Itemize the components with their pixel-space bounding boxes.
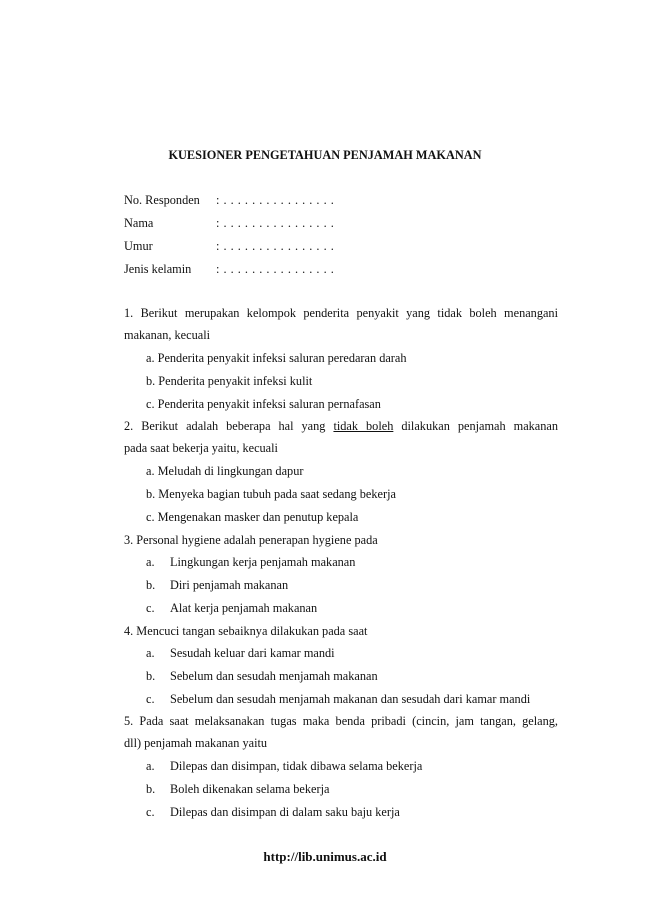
- answer-option: Sebelum dan sesudah menjamah makanan dan sesudah dari kamar mandi: [170, 692, 531, 706]
- option-letter: a.: [146, 646, 155, 660]
- answer-option: Boleh dikenakan selama bekerja: [170, 782, 330, 796]
- identity-dots: : . . . . . . . . . . . . . . . .: [216, 216, 335, 230]
- option-letter: c.: [146, 601, 155, 615]
- identity-label: Nama: [124, 216, 154, 230]
- question-text: [124, 419, 558, 434]
- option-letter: c.: [146, 805, 155, 819]
- answer-option: Diri penjamah makanan: [170, 578, 289, 592]
- identity-label: Umur: [124, 239, 153, 253]
- question-text: makanan, kecuali: [124, 328, 211, 342]
- option-letter: b.: [146, 669, 156, 683]
- option-letter: c.: [146, 692, 155, 706]
- answer-option: Alat kerja penjamah makanan: [170, 601, 318, 615]
- question-text: 4. Mencuci tangan sebaiknya dilakukan pada saat: [124, 624, 368, 638]
- answer-option: a. Meludah di lingkungan dapur: [146, 464, 304, 478]
- underlined-phrase: tidak boleh: [333, 419, 394, 433]
- identity-label: Jenis kelamin: [124, 262, 192, 276]
- answer-option: Dilepas dan disimpan di dalam saku baju kerja: [170, 805, 400, 819]
- footer-url: http://lib.unimus.ac.id: [263, 849, 387, 864]
- answer-option: b. Penderita penyakit infeksi kulit: [146, 374, 313, 388]
- identity-dots: : . . . . . . . . . . . . . . . .: [216, 262, 335, 276]
- option-letter: b.: [146, 782, 156, 796]
- option-letter: a.: [146, 555, 155, 569]
- option-letter: b.: [146, 578, 156, 592]
- answer-option: c. Penderita penyakit infeksi saluran pernafasan: [146, 397, 381, 411]
- answer-option: a. Penderita penyakit infeksi saluran peredaran darah: [146, 351, 407, 365]
- answer-option: Sesudah keluar dari kamar mandi: [170, 646, 335, 660]
- question-text: dll) penjamah makanan yaitu: [124, 736, 268, 750]
- question-text-part: 2. Berikut adalah beberapa hal yang: [124, 419, 326, 433]
- question-text: 5. Pada saat melaksanakan tugas maka benda pribadi (cincin, jam tangan, gelang,: [124, 714, 558, 728]
- answer-option: c. Mengenakan masker dan penutup kepala: [146, 510, 359, 524]
- page-title: KUESIONER PENGETAHUAN PENJAMAH MAKANAN: [168, 148, 482, 162]
- question-text: pada saat bekerja yaitu, kecuali: [124, 441, 278, 455]
- option-letter: a.: [146, 759, 155, 773]
- identity-dots: : . . . . . . . . . . . . . . . .: [216, 239, 335, 253]
- identity-label: No. Responden: [124, 193, 200, 207]
- answer-option: b. Menyeka bagian tubuh pada saat sedang bekerja: [146, 487, 396, 501]
- answer-option: Lingkungan kerja penjamah makanan: [170, 555, 356, 569]
- question-text: 1. Berikut merupakan kelompok penderita penyakit yang tidak boleh menangani: [124, 306, 558, 320]
- answer-option: Sebelum dan sesudah menjamah makanan: [170, 669, 378, 683]
- question-text: 3. Personal hygiene adalah penerapan hygiene pada: [124, 533, 378, 547]
- identity-dots: : . . . . . . . . . . . . . . . .: [216, 193, 335, 207]
- question-text-part: dilakukan penjamah makanan: [401, 419, 559, 433]
- answer-option: Dilepas dan disimpan, tidak dibawa selama bekerja: [170, 759, 423, 773]
